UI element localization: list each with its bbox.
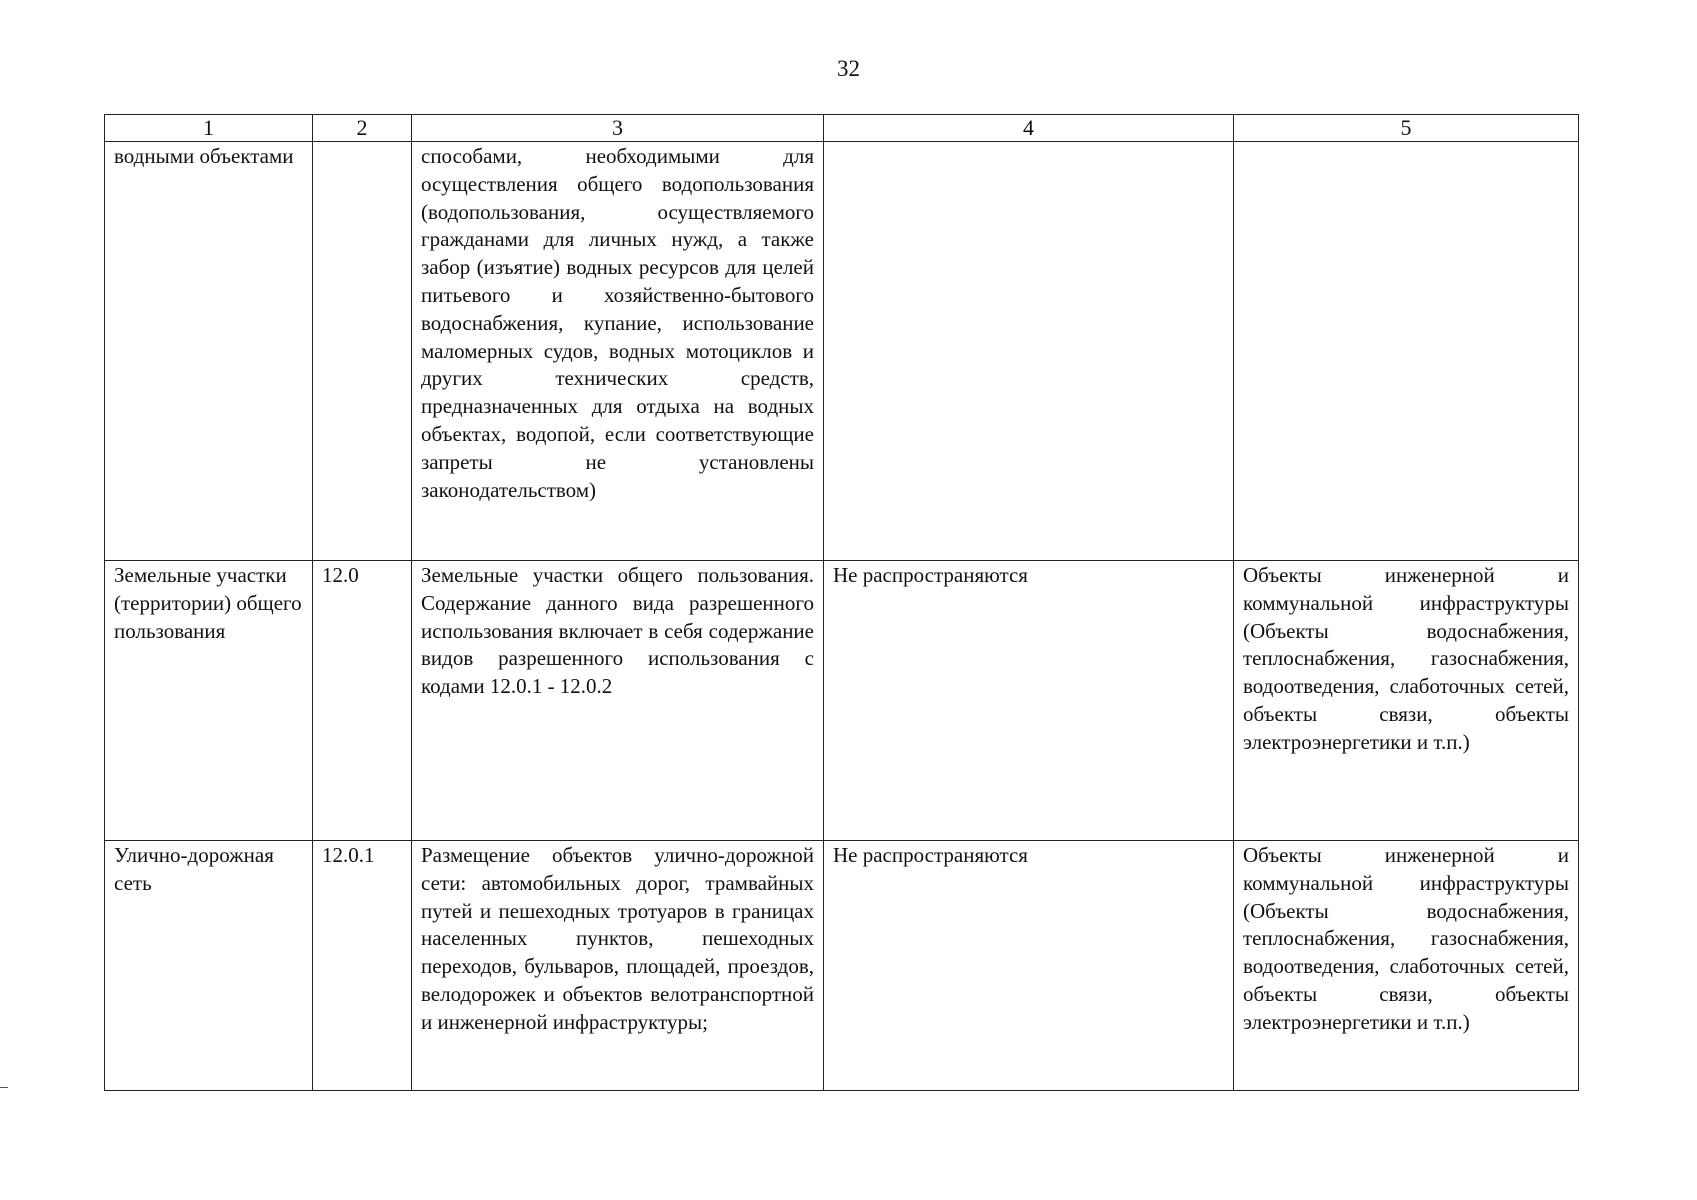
column-header-4: 4 bbox=[824, 115, 1234, 142]
cell-use-name: Земельные участки (территории) общего пользования bbox=[105, 561, 313, 841]
cell-permitted-objects: Объекты инженерной и коммунальной инфраструктуры (Объекты водоснабжения, теплоснабжения, газоснабжения, водоотведения, слаботочных сетей, объекты связи, объекты электроэнергетики и т.п.) bbox=[1234, 841, 1579, 1091]
land-use-table bbox=[104, 114, 1579, 1091]
cell-use-description: Размещение объектов улично-дорожной сети: автомобильных дорог, трамвайных путей и пешеходных тротуаров в границах населенных пунктов, пешеходных переходов, бульваров, площадей, проездов, велодорожек и объектов велотранспортной и инженерной инфраструктуры; bbox=[412, 841, 824, 1091]
cell-use-code: 12.0 bbox=[313, 561, 412, 841]
table-header-row bbox=[105, 115, 1579, 142]
cell-restrictions: Не распространяются bbox=[824, 841, 1234, 1091]
page-number: 32 bbox=[837, 56, 860, 81]
cell-permitted-objects: Объекты инженерной и коммунальной инфраструктуры (Объекты водоснабжения, теплоснабжения, газоснабжения, водоотведения, слаботочных сетей, объекты связи, объекты электроэнергетики и т.п.) bbox=[1234, 561, 1579, 841]
table-row bbox=[105, 841, 1579, 1091]
column-header-1: 1 bbox=[105, 115, 313, 142]
cell-use-name: водными объектами bbox=[105, 142, 313, 561]
table-row bbox=[105, 142, 1579, 561]
column-header-3: 3 bbox=[412, 115, 824, 142]
cell-use-code bbox=[313, 142, 412, 561]
cell-restrictions bbox=[824, 142, 1234, 561]
table-row bbox=[105, 561, 1579, 841]
column-header-5: 5 bbox=[1234, 115, 1579, 142]
cell-use-code: 12.0.1 bbox=[313, 841, 412, 1091]
cell-restrictions: Не распространяются bbox=[824, 561, 1234, 841]
cell-permitted-objects bbox=[1234, 142, 1579, 561]
cell-use-description: Земельные участки общего пользования. Содержание данного вида разрешенного использования включает в себя содержание видов разрешенного использования с кодами 12.0.1 - 12.0.2 bbox=[412, 561, 824, 841]
margin-scan-mark bbox=[0, 1087, 8, 1088]
column-header-2: 2 bbox=[313, 115, 412, 142]
cell-use-description: способами, необходимыми для осуществления общего водопользования (водопользования, осуществляемого гражданами для личных нужд, а также забор (изъятие) водных ресурсов для целей питьевого и хозяйственно-бытового водоснабжения, купание, использование маломерных судов, водных мотоциклов и других технических средств, предназначенных для отдыха на водных объектах, водопой, если соответствующие запреты не установлены законодательством) bbox=[412, 142, 824, 561]
cell-use-name: Улично-дорожная сеть bbox=[105, 841, 313, 1091]
